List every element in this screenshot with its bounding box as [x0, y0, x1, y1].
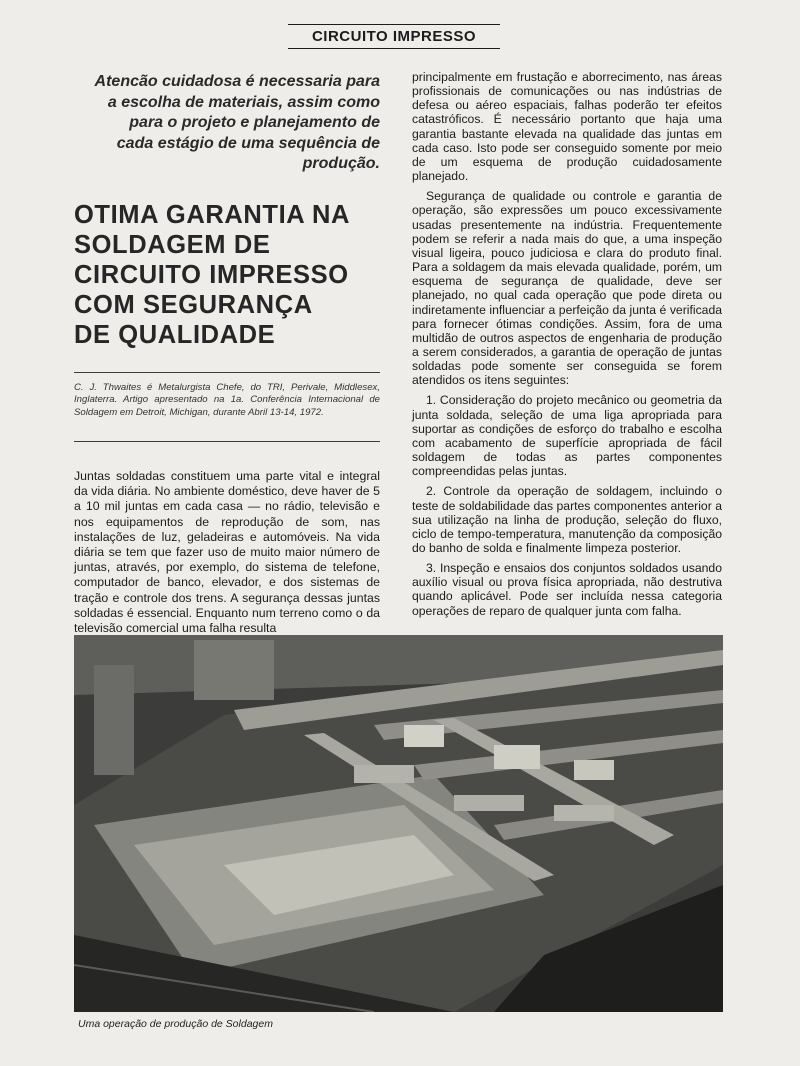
- author-byline: C. J. Thwaites é Metalurgista Chefe, do TRI, Perivale, Middlesex, Inglaterra. Artigo apresentado na 1a. Conferência Internacional de Soldagem em Detroit, Michigan, durante Abril 13-14, 1972.: [74, 382, 380, 418]
- body-text-left: Juntas soldadas constituem uma parte vital e integral da vida diária. No ambiente doméstico, deve haver de 5 a 10 mil juntas em cada casa — no rádio, televisão e nos equipamentos de reprodução de som, nas instalações de luz, geladeiras e automóveis. Na vida diária se tem que fazer uso de muito maior número de juntas, através, por exemplo, do sistema de telefone, computador de banco, elevador, e dos sistemas de tração e controle dos trens. A segurança dessas juntas soldadas é essencial. Enquanto num terreno como o da televisão comercial uma falha resulta: [74, 469, 380, 636]
- body-column-right: [412, 70, 722, 624]
- section-label: CIRCUITO IMPRESSO: [311, 28, 477, 45]
- body-paragraph: Segurança de qualidade ou controle e garantia de operação, são expressões um pouco excessivamente usadas presentemente na indústria. Frequentemente podem se referir a nada mais do que, a uma inspeção visual ligeira, pouco judiciosa e clara do produto final. Para a soldagem da mais elevada qualidade, porém, um esquema de segurança de qualidade, deve ser planejado, no qual cada operação que pode direta ou indiretamente influenciar a perfeição da junta é verificada para fornecer ótimas condições. Assim, fora de uma multidão de outros aspectos de engenharia de produção a serem considerados, a garantia de operação de juntas soldadas pode somente ser conseguida se forem atendidos os itens seguintes:: [412, 189, 722, 388]
- photo-illustration: [74, 635, 723, 1012]
- body-paragraph: principalmente em frustação e aborrecimento, nas áreas profissionais de comunicações ou nas indústrias de defesa ou aéreo espaciais, falhas poderão ter efeitos catastróficos. É necessário portanto que haja uma garantia bastante elevada na qualidade das juntas em cada caso. Isto pode ser conseguido somente por meio de um esquema de produção cuidadosamente planejado.: [412, 70, 722, 184]
- headline-line: SOLDAGEM DE: [74, 231, 271, 259]
- body-paragraph: 2. Controle da operação de soldagem, incluindo o teste de soldabilidade das partes componentes anterior a sua utilização na linha de produção, seleção do fluxo, ciclo de tempo-temperatura, manutenção da composição do banho de solda e finalmente limpeza posterior.: [412, 484, 722, 555]
- article-headline: [74, 200, 394, 350]
- byline-rule-bottom: [74, 441, 380, 442]
- byline-rule-top: [74, 372, 380, 373]
- headline-line: DE QUALIDADE: [74, 321, 276, 349]
- photo-caption: Uma operação de produção de Soldagem: [78, 1018, 273, 1030]
- header-rule-bottom: [288, 48, 500, 49]
- soldering-production-photo: [74, 635, 723, 1012]
- article-deck: Atencão cuidadosa é necessaria para a escolha de materiais, assim como para o projeto e planejamento de cada estágio de uma sequência de produção.: [94, 73, 380, 172]
- headline-line: CIRCUITO IMPRESSO: [74, 261, 349, 289]
- headline-line: COM SEGURANÇA: [74, 291, 313, 319]
- headline-line: OTIMA GARANTIA NA: [74, 201, 351, 229]
- body-paragraph: 1. Consideração do projeto mecânico ou geometria da junta soldada, seleção de uma liga apropriada para suportar as condições de esforço do trabalho e escolha com acabamento de superfície apropriada de fácil soldagem de todas as partes componentes compreendidas pelas juntas.: [412, 393, 722, 479]
- header-rule-top: [288, 24, 500, 25]
- body-paragraph: 3. Inspeção e ensaios dos conjuntos soldados usando auxílio visual ou prova física apropriada, não destrutiva quando aplicável. Pode ser incluída nessa categoria operações de reparo de qualquer junta com falha.: [412, 561, 722, 618]
